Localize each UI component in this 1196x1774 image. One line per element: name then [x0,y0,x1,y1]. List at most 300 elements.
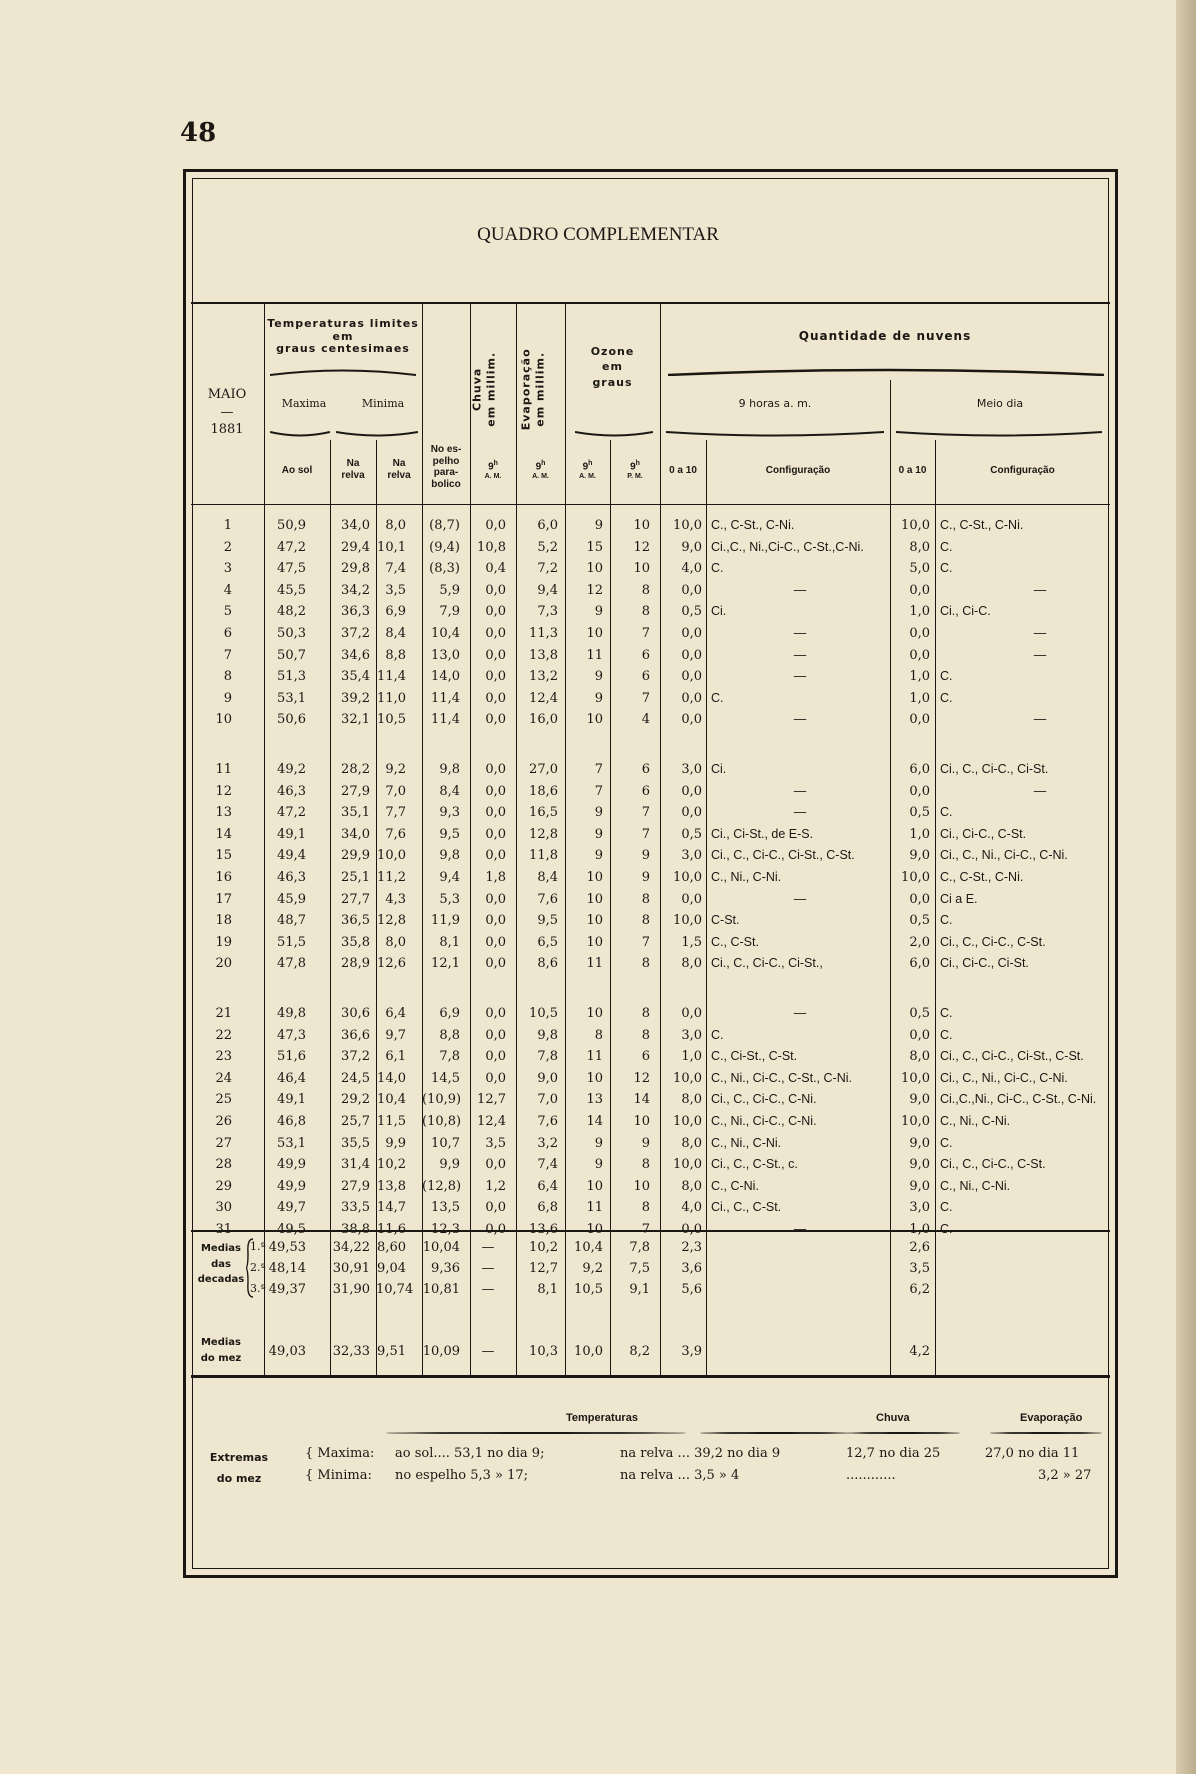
nuvens-9am-cell: 3,0 [681,848,702,863]
ext-max-relva: na relva ... 39,2 no dia 9 [620,1446,781,1461]
day-cell: 8 [223,669,232,684]
na-relva-max-cell: 32,33 [332,1344,370,1359]
config-noon-cell: C. [940,805,953,819]
nuvens-noon-cell: 1,0 [909,604,930,619]
na-relva-max-cell: 34,6 [341,648,370,663]
ozone-pm-cell: 8 [641,604,650,619]
na-relva-min-cell: 7,0 [385,784,406,799]
na-relva-min-cell: 8,4 [385,626,406,641]
na-relva-max-cell: 36,6 [341,1028,370,1043]
espelho-cell: 11,9 [431,913,460,928]
evaporacao-cell: 16,0 [529,712,558,727]
na-relva-max-cell: 30,6 [341,1006,370,1021]
espelho-cell: 9,9 [439,1157,460,1172]
ao-sol-cell: 50,9 [277,518,306,533]
nuvens-9am-cell: 1,5 [681,935,702,950]
nuvens-noon-cell: 2,0 [909,935,930,950]
nuvens-9am-cell: 0,0 [681,626,702,641]
ozone-pm-cell: 7 [641,935,650,950]
ozone-am-cell: 10 [586,870,603,885]
ao-sol-cell: 47,3 [277,1028,306,1043]
ozone-am-cell: 10,5 [574,1282,603,1297]
na-relva-max-cell: 33,5 [341,1200,370,1215]
config-9am-cell: C., Ni., Ci-C., C-Ni. [711,1114,817,1128]
espelho-cell: (10,8) [422,1114,462,1129]
nuvens-9am-cell: 0,0 [681,1222,702,1237]
nuvens-9am-cell: 8,0 [681,1092,702,1107]
evaporacao-cell: 3,2 [537,1136,558,1151]
chuva-cell: 1,2 [485,1179,506,1194]
maxima-header: Maxima [281,397,327,410]
ozone-am-cell: 9 [594,518,603,533]
ozone-am-cell: 13 [586,1092,603,1107]
chuva-cell: 12,7 [477,1092,506,1107]
table-row [0,540,1196,562]
ao-sol-cell: 46,8 [277,1114,306,1129]
nuvens-noon-cell: 9,0 [909,1157,930,1172]
config-noon-cell: C., C-St., C-Ni. [940,870,1024,884]
ext-minima-label: { Minima: [305,1468,372,1483]
nuvens-9am-cell: 0,0 [681,712,702,727]
temp-group-header: Temperaturas limites em graus centesimaes [267,317,419,356]
na-relva-min-cell: 11,4 [377,669,406,684]
nuvens-9am-cell: 2,3 [681,1240,702,1255]
chuva-cell: 0,0 [485,827,506,842]
config-9am-cell: C. [711,561,724,575]
nuvens-noon-cell: 9,0 [909,1092,930,1107]
ao-sol-cell: 46,3 [277,870,306,885]
chuva-cell: — [481,1261,495,1276]
na-relva-min-cell: 12,8 [377,913,406,928]
chuva-cell: 0,4 [485,561,506,576]
day-cell: 19 [215,935,232,950]
chuva-cell: 3,5 [485,1136,506,1151]
nuvens-noon-cell: 2,6 [909,1240,930,1255]
nuvens-noon-cell: 10,0 [901,518,930,533]
config-9am-cell: — [793,892,807,906]
evaporacao-cell: 9,4 [537,583,558,598]
nuvens-9am-cell: 3,0 [681,1028,702,1043]
config-9am-cell: Ci., C., Ci-C., C-Ni. [711,1092,817,1106]
ozone-pm-cell: 7 [641,827,650,842]
config-9am-cell: — [793,784,807,798]
nuvens-noon-cell: 1,0 [909,1222,930,1237]
ozone-am-cell: 10 [586,1071,603,1086]
evaporacao-cell: 9,8 [537,1028,558,1043]
config-9am-cell: Ci.,C., Ni.,Ci-C., C-St.,C-Ni. [711,540,864,554]
na-relva-min-cell: 10,2 [377,1157,406,1172]
ext-maxima-label: { Maxima: [305,1446,375,1461]
config-9am-cell: C. [711,1028,724,1042]
espelho-cell: 7,9 [439,604,460,619]
ao-sol-cell: 47,2 [277,805,306,820]
config-9am-cell: Ci., C., C-St., c. [711,1157,798,1171]
day-cell: 21 [215,1006,232,1021]
na-relva-max-cell: 35,1 [341,805,370,820]
chuva-cell: 0,0 [485,892,506,907]
na-relva-min-cell: 6,9 [385,604,406,619]
evaporacao-cell: 6,5 [537,935,558,950]
na-relva-min-cell: 10,0 [377,848,406,863]
na-relva-min-cell: 10,4 [377,1092,406,1107]
ozone-pm-cell: 7,5 [629,1261,650,1276]
na-relva-min-cell: 9,9 [385,1136,406,1151]
evaporacao-header: Evaporação em millim. [519,348,547,431]
table-row [0,518,1196,540]
config-noon-cell: C. [940,540,953,554]
nuvens-9am-cell: 8,0 [681,1136,702,1151]
ozone-am-cell: 9 [594,827,603,842]
evaporacao-cell: 6,0 [537,518,558,533]
ozone-pm-cell: 9 [641,1136,650,1151]
chuva-cell: 0,0 [485,1200,506,1215]
nuvens-noon-cell: 1,0 [909,691,930,706]
na-relva-max-cell: 35,5 [341,1136,370,1151]
na-relva-min-cell: 10,5 [377,712,406,727]
ozone-pm-cell: 6 [641,669,650,684]
nuvens-9am-cell: 8,0 [681,1179,702,1194]
na-relva-min-cell: 9,51 [377,1344,406,1359]
nuvens-noon-cell: 0,0 [909,583,930,598]
ao-sol-cell: 51,6 [277,1049,306,1064]
ozone-pm-cell: 6 [641,648,650,663]
table-row [0,913,1196,935]
ao-sol-cell: 51,3 [277,669,306,684]
evaporacao-cell: 12,4 [529,691,558,706]
na-relva-max-cell: 29,4 [341,540,370,555]
ao-sol-cell: 50,3 [277,626,306,641]
ao-sol-header: Ao sol [281,465,313,476]
na-relva-max-header: Na relva [341,458,365,481]
espelho-cell: 5,9 [439,583,460,598]
chuva-cell: — [481,1240,495,1255]
evaporacao-cell: 18,6 [529,784,558,799]
evaporacao-cell: 7,6 [537,892,558,907]
ozone-9am-header: 9$^h$ A. M. [579,460,596,480]
ozone-am-cell: 11 [586,956,603,971]
nuvens-9am-cell: 0,0 [681,805,702,820]
nuvens-noon-cell: 1,0 [909,827,930,842]
ao-sol-cell: 49,1 [277,1092,306,1107]
table-row [0,626,1196,648]
extremas-rule [191,1375,1110,1378]
day-cell: 27 [215,1136,232,1151]
config-9am-cell: C., Ni., C-Ni. [711,870,782,884]
na-relva-min-cell: 14,7 [377,1200,406,1215]
chuva-cell: 0,0 [485,784,506,799]
ozone-pm-cell: 10 [633,561,650,576]
na-relva-min-cell: 13,8 [377,1179,406,1194]
na-relva-min-cell: 7,7 [385,805,406,820]
ozone-pm-cell: 6 [641,1049,650,1064]
ozone-am-cell: 11 [586,1049,603,1064]
chuva-cell: 0,0 [485,1028,506,1043]
ozone-am-cell: 9 [594,848,603,863]
table-row [0,827,1196,849]
nuvens-noon-cell: 4,2 [909,1344,930,1359]
espelho-cell: 10,7 [431,1136,460,1151]
config-noon-cell: C. [940,1028,953,1042]
table-row [0,762,1196,784]
ozone-pm-cell: 6 [641,762,650,777]
config-9am-cell: C. [711,691,724,705]
medias-decadas-label: Medias das decadas [197,1243,245,1285]
day-cell: 4 [223,583,232,598]
na-relva-min-cell: 7,6 [385,827,406,842]
ozone-9pm-header: 9$^h$ P. M. [627,460,643,480]
evaporacao-cell: 27,0 [529,762,558,777]
brace [336,430,418,437]
config-noon-cell: C., C-St., C-Ni. [940,518,1024,532]
day-cell: 10 [215,712,232,727]
nuvens-9am-cell: 10,0 [673,913,702,928]
nuvens-9am-cell: 0,0 [681,648,702,663]
ao-sol-cell: 49,9 [277,1179,306,1194]
na-relva-max-cell: 27,7 [341,892,370,907]
evaporacao-cell: 12,7 [529,1261,558,1276]
day-cell: 15 [215,848,232,863]
na-relva-max-cell: 34,22 [332,1240,370,1255]
config-9am-cell: C., Ni., C-Ni. [711,1136,782,1150]
medias-row [0,1240,1196,1262]
ozone-am-cell: 10,4 [574,1240,603,1255]
na-relva-min-cell: 9,7 [385,1028,406,1043]
nuvens-noon-cell: 9,0 [909,1136,930,1151]
config-noon-cell: C. [940,1200,953,1214]
evaporacao-cell: 13,8 [529,648,558,663]
ao-sol-cell: 45,5 [277,583,306,598]
chuva-cell: 0,0 [485,669,506,684]
ao-sol-cell: 48,2 [277,604,306,619]
na-relva-max-cell: 36,5 [341,913,370,928]
chuva-cell: 0,0 [485,935,506,950]
table-row [0,956,1196,978]
nuvens-9am-cell: 4,0 [681,1200,702,1215]
nuvens-9am-cell: 0,0 [681,892,702,907]
espelho-cell: 8,1 [439,935,460,950]
evaporacao-cell: 8,4 [537,870,558,885]
table-row [0,1092,1196,1114]
config-9am-cell: Ci., C., Ci-C., Ci-St., C-St. [711,848,855,862]
na-relva-min-cell: 11,2 [377,870,406,885]
na-relva-max-cell: 31,90 [332,1282,370,1297]
ext-max-chuva: 12,7 no dia 25 [846,1446,941,1461]
ext-max-sol: ao sol.... 53,1 no dia 9; [395,1446,545,1461]
chuva-cell: 0,0 [485,583,506,598]
ao-sol-cell: 49,2 [277,762,306,777]
chuva-cell: 0,0 [485,1049,506,1064]
ozone-header: Ozone em graus [590,345,635,389]
extremas-label: Extremas do mez [209,1451,269,1485]
month-header: MAIO — 1881 [207,387,247,438]
nuvens-noon-cell: 10,0 [901,1114,930,1129]
header-bottom-rule [191,504,1110,505]
espelho-cell: 9,8 [439,848,460,863]
na-relva-min-cell: 11,5 [377,1114,406,1129]
ao-sol-cell: 47,2 [277,540,306,555]
config-noon-cell: C. [940,561,953,575]
na-relva-max-cell: 27,9 [341,1179,370,1194]
ozone-am-cell: 12 [586,583,603,598]
nuvens-noon-cell: 0,0 [909,892,930,907]
chuva-cell: 0,0 [485,1006,506,1021]
ozone-am-cell: 11 [586,648,603,663]
evaporacao-cell: 11,8 [529,848,558,863]
config-9am-cell: Ci. [711,604,727,618]
day-cell: 9 [223,691,232,706]
brace [270,368,416,375]
day-cell: 29 [215,1179,232,1194]
evaporacao-cell: 13,6 [529,1222,558,1237]
ext-chuva-header: Chuva [876,1412,910,1424]
ao-sol-cell: 49,03 [268,1344,306,1359]
nuvens-9am-cell: 0,5 [681,604,702,619]
espelho-cell: (8,7) [429,518,460,533]
ozone-am-cell: 9 [594,1157,603,1172]
config-noon-cell: Ci., C., Ci-C., C-St. [940,935,1046,949]
nuvens-noon-scale-header: 0 a 10 [898,465,927,476]
na-relva-max-cell: 32,1 [341,712,370,727]
day-cell: 20 [215,956,232,971]
config-9am-cell: — [793,712,807,726]
ozone-am-cell: 9 [594,669,603,684]
na-relva-min-cell: 11,6 [377,1222,406,1237]
ozone-am-cell: 10 [586,561,603,576]
chuva-cell: 0,0 [485,1222,506,1237]
config-9am-cell: C., C-St., C-Ni. [711,518,795,532]
ext-min-espelho: no espelho 5,3 » 17; [395,1468,529,1483]
header-top-rule [191,302,1110,304]
na-relva-min-cell: 8,8 [385,648,406,663]
ozone-am-cell: 7 [594,784,603,799]
day-cell: 6 [223,626,232,641]
ozone-am-cell: 15 [586,540,603,555]
ozone-am-cell: 9 [594,1136,603,1151]
config-noon-cell: Ci., C., Ci-C., Ci-St., C-St. [940,1049,1084,1063]
config-9am-cell: C., Ci-St., C-St. [711,1049,798,1063]
nuvens-noon-config-header: Configuração [990,465,1055,476]
espelho-cell: 12,3 [431,1222,460,1237]
nuvens-9am-cell: 8,0 [681,956,702,971]
nuvens-9am-cell: 0,5 [681,827,702,842]
nuvens-noon-cell: 8,0 [909,1049,930,1064]
nuvens-9am-cell: 10,0 [673,518,702,533]
ao-sol-cell: 47,8 [277,956,306,971]
config-noon-cell: — [1033,784,1047,798]
config-noon-cell: Ci.,C.,Ni., Ci-C., C-St., C-Ni. [940,1092,1097,1106]
day-cell: 22 [215,1028,232,1043]
day-cell: 23 [215,1049,232,1064]
ozone-pm-cell: 9,1 [629,1282,650,1297]
day-cell: 2.ª [250,1261,266,1274]
ozone-am-cell: 9 [594,691,603,706]
day-cell: 24 [215,1071,232,1086]
chuva-header: Chuva em millim. [470,351,498,427]
ao-sol-cell: 48,7 [277,913,306,928]
na-relva-max-cell: 39,2 [341,691,370,706]
nuvens-noon-cell: 0,0 [909,784,930,799]
ozone-am-cell: 10 [586,1006,603,1021]
espelho-cell: 10,4 [431,626,460,641]
espelho-cell: 13,5 [431,1200,460,1215]
na-relva-max-cell: 29,8 [341,561,370,576]
table-row [0,848,1196,870]
evaporacao-cell: 7,8 [537,1049,558,1064]
nuvens-noon-cell: 0,5 [909,1006,930,1021]
espelho-cell: 5,3 [439,892,460,907]
ao-sol-cell: 46,4 [277,1071,306,1086]
config-noon-cell: C., Ni., C-Ni. [940,1114,1011,1128]
day-cell: 25 [215,1092,232,1107]
ao-sol-cell: 49,7 [277,1200,306,1215]
nuvens-9am-cell: 1,0 [681,1049,702,1064]
day-cell: 26 [215,1114,232,1129]
ozone-pm-cell: 12 [633,540,650,555]
table-row [0,1179,1196,1201]
nuvens-9am-cell: 10,0 [673,870,702,885]
config-noon-cell: Ci., C., Ni., Ci-C., C-Ni. [940,1071,1068,1085]
espelho-cell: 6,9 [439,1006,460,1021]
nuvens-noon-cell: 3,0 [909,1200,930,1215]
brace [666,430,884,437]
evaporacao-cell: 8,6 [537,956,558,971]
day-cell: 1 [223,518,232,533]
config-noon-cell: Ci., C., Ci-C., Ci-St. [940,762,1049,776]
espelho-cell: 9,5 [439,827,460,842]
nuvens-noon-cell: 6,0 [909,956,930,971]
na-relva-min-cell: 14,0 [377,1071,406,1086]
na-relva-max-cell: 34,0 [341,518,370,533]
na-relva-min-cell: 6,4 [385,1006,406,1021]
ao-sol-cell: 49,53 [268,1240,306,1255]
nuvens-noon-cell: 9,0 [909,1179,930,1194]
brace [896,430,1102,437]
evaporacao-cell: 6,4 [537,1179,558,1194]
na-relva-min-cell: 9,04 [377,1261,406,1276]
na-relva-min-cell: 9,2 [385,762,406,777]
ozone-pm-cell: 10 [633,518,650,533]
espelho-cell: 9,36 [431,1261,460,1276]
espelho-cell: 12,1 [431,956,460,971]
espelho-cell: 14,5 [431,1071,460,1086]
medias-row [0,1282,1196,1304]
config-9am-cell: Ci., Ci-St., de E-S. [711,827,814,841]
ozone-am-cell: 9 [594,604,603,619]
espelho-cell: (12,8) [422,1179,462,1194]
minima-header: Minima [361,397,405,410]
chuva-cell: 0,0 [485,913,506,928]
ao-sol-cell: 50,6 [277,712,306,727]
day-cell: 13 [215,805,232,820]
nuvens-header: Quantidade de nuvens [798,329,972,343]
config-noon-cell: — [1033,712,1047,726]
ozone-pm-cell: 7 [641,691,650,706]
page-number: 48 [180,118,217,148]
chuva-cell: 0,0 [485,691,506,706]
ext-temperaturas-header: Temperaturas [566,1412,638,1424]
na-relva-min-cell: 8,0 [385,935,406,950]
na-relva-min-cell: 8,60 [377,1240,406,1255]
day-cell: 14 [215,827,232,842]
evaporacao-cell: 16,5 [529,805,558,820]
day-cell: 12 [215,784,232,799]
na-relva-min-cell: 6,1 [385,1049,406,1064]
evaporacao-cell: 7,4 [537,1157,558,1172]
nove-horas-header: 9 horas a. m. [738,397,812,410]
na-relva-min-cell: 4,3 [385,892,406,907]
ozone-pm-cell: 8 [641,913,650,928]
table-row [0,712,1196,734]
